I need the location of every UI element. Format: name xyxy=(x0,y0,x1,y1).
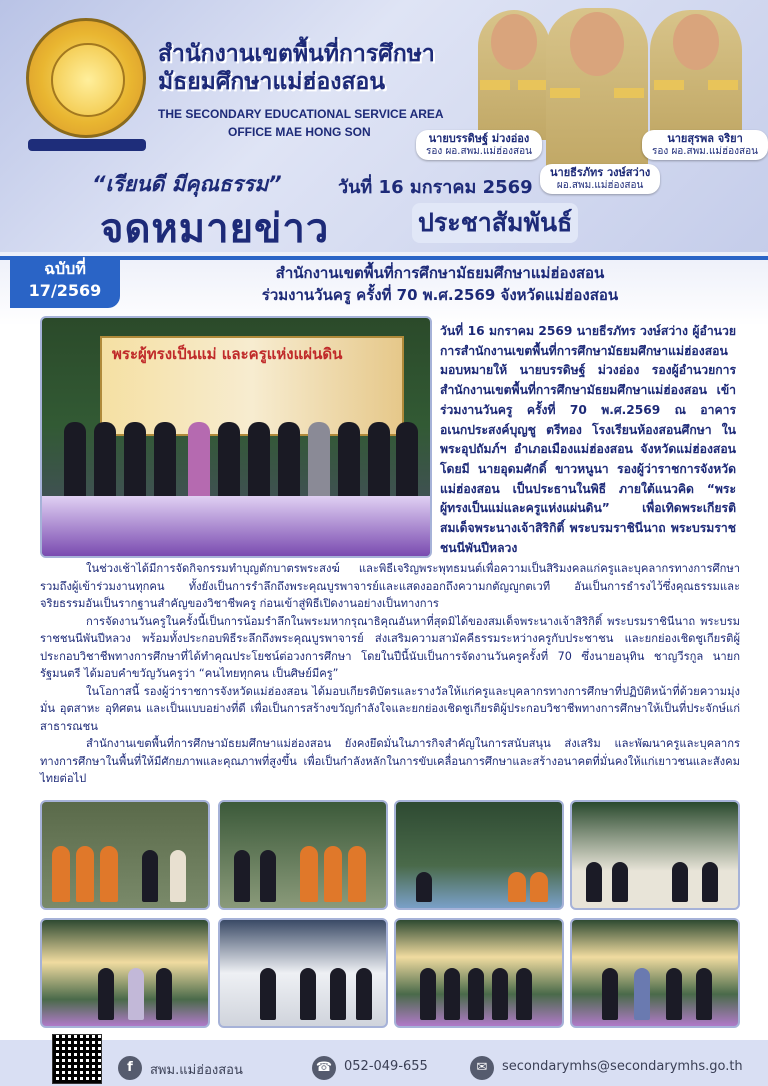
gallery-photo-award-1 xyxy=(40,918,210,1028)
motto: “เรียนดี มีคุณธรรม” xyxy=(92,172,282,196)
office-name-english-line1: THE SECONDARY EDUCATIONAL SERVICE AREA xyxy=(158,107,444,121)
portrait-center xyxy=(546,8,648,168)
office-name-thai-line1: สำนักงานเขตพื้นที่การศึกษา xyxy=(158,41,435,67)
person-tag-center xyxy=(540,164,660,194)
office-logo xyxy=(26,18,146,138)
lead-paragraph: วันที่ 16 มกราคม 2569 นายธีรภัทร วงษ์สว่าง ผู้อำนวยการสำนักงานเขตพื้นที่การศึกษามัธยมศึกษาแม่ฮ่องสอน มอบหมายให้ นายบรรดิษฐ์ ม่วงอ่อง รองผู้อำนวยการสำนักงานเขตพื้นที่การศึกษามัธยมศึกษาแม่ฮ่องสอน เข้าร่วมงานวันครู ครั้งที่ 70 พ.ศ.2569 ณ อาคารอเนกประสงค์บุญชู ตรีทอง โรงเรียนห้องสอนศึกษา ในพระอุปถัมภ์ฯ อำเภอเมืองแม่ฮ่องสอน จังหวัดแม่ฮ่องสอน โดยมี นายอุดมศักดิ์ ขาวหนูนา รองผู้ว่าราชการจังหวัดแม่ฮ่องสอน เป็นประธานในพิธี ภายใต้แนวคิด “พระผู้ทรงเป็นแม่และครูแห่งแผ่นดิน” เพื่อเทิดพระเกียรติสมเด็จพระนางเจ้าสิริกิติ์ พระบรมราชินีนาถ พระบรมราชชนนีพันปีหลวง xyxy=(440,324,736,555)
portrait-right xyxy=(650,10,742,138)
email-link[interactable]: secondarymhs@secondarymhs.go.th xyxy=(502,1059,743,1074)
main-event-photo xyxy=(40,316,432,558)
person-name: นายธีรภัทร วงษ์สว่าง xyxy=(550,166,651,179)
phone-icon: ☎ xyxy=(312,1056,336,1080)
facebook-link[interactable]: สพม.แม่ฮ่องสอน xyxy=(150,1063,243,1078)
phone-number[interactable]: 052-049-655 xyxy=(344,1059,428,1074)
email-icon: ✉ xyxy=(470,1056,494,1080)
person-role: รอง ผอ.สพม.แม่ฮ่องสอน xyxy=(426,146,532,157)
office-name-thai xyxy=(158,40,478,96)
issue-badge xyxy=(10,256,120,308)
office-name-english-line2: OFFICE MAE HONG SON xyxy=(228,125,371,139)
logo-ribbon xyxy=(28,139,146,151)
newsletter-title: จดหมายข่าว xyxy=(100,206,330,252)
headline xyxy=(140,262,740,306)
headline-line2: ร่วมงานวันครู ครั้งที่ 70 พ.ศ.2569 จังหวัดแม่ฮ่องสอน xyxy=(261,286,619,304)
gallery-photo-monks-line xyxy=(218,800,388,910)
person-name: นายบรรดิษฐ์ ม่วงอ่อง xyxy=(428,132,530,145)
header xyxy=(0,0,768,252)
issue-date: วันที่ 16 มกราคม 2569 xyxy=(338,177,533,198)
gallery-photo-group-1 xyxy=(394,918,564,1028)
issue-number: 17/2569 xyxy=(28,281,102,300)
stage-flowers xyxy=(42,496,430,556)
body-paragraph: การจัดงานวันครูในครั้งนี้เป็นการน้อมรำลึกในพระมหากรุณาธิคุณอันหาที่สุดมิได้ของสมเด็จพระนางเจ้าสิริกิติ์ พระบรมราชินีนาถ พระบรมราชชนนีพันปีหลวง พร้อมทั้งประกอบพิธีระลึกถึงพระคุณบูรพาจารย์ ส่งเสริมความสามัคคีธรรมระหว่างครูกับประชาชน และยกย่องเชิดชูเกียรติผู้ประกอบวิชาชีพทางการศึกษาที่ได้ทำคุณประโยชน์ต่อวงการศึกษา โดยในปีนี้นับเป็นการจัดงานวันครูครั้งที่ 70 ซึ่งนายอนุทิน ชาญวีรกูล นายกรัฐมนตรี ได้มอบคำขวัญวันครูว่า “คนไทยทุกคน เป็นศิษย์มีครู” xyxy=(40,614,740,680)
body-paragraph: ในโอกาสนี้ รองผู้ว่าราชการจังหวัดแม่ฮ่องสอน ได้มอบเกียรติบัตรและรางวัลให้แก่ครูและบุคลากรทางการศึกษาที่ปฏิบัติหน้าที่ด้วยความมุ่งมั่น อุตสาหะ อุทิศตน และเป็นแบบอย่างที่ดี เพื่อเป็นการสร้างขวัญกำลังใจและยกย่องเชิดชูเกียรติผู้ประกอบวิชาชีพทางการศึกษาให้เป็นที่ประจักษ์แก่สาธารณชน xyxy=(40,684,740,733)
facebook-icon: f xyxy=(118,1056,142,1080)
gallery-photo-ceremony-hall xyxy=(394,800,564,910)
office-name-english xyxy=(158,105,458,141)
office-name-thai-line2: มัธยมศึกษาแม่ฮ่องสอน xyxy=(158,69,386,95)
gallery-photo-group-2 xyxy=(570,918,740,1028)
person-tag-left xyxy=(416,130,542,160)
gallery-photo-monks-alms xyxy=(40,800,210,910)
body-paragraph: สำนักงานเขตพื้นที่การศึกษามัธยมศึกษาแม่ฮ่องสอน ยังคงยึดมั่นในภารกิจสำคัญในการสนับสนุน ส่งเสริม และพัฒนาครูและบุคลากรทางการศึกษาในพื้นที่ให้มีศักยภาพและคุณภาพที่สูงขึ้น เพื่อเป็นกำลังหลักในการขับเคลื่อนการศึกษาและสร้างอนาคตที่มั่นคงให้แก่เยาวชนและสังคมไทยต่อไป xyxy=(40,737,740,785)
person-name: นายสุรพล จริยา xyxy=(667,132,743,145)
body-paragraph: ในช่วงเช้าได้มีการจัดกิจกรรมทำบุญตักบาตรพระสงฆ์ และพิธีเจริญพระพุทธมนต์เพื่อความเป็นสิริมงคลแก่ครูและบุคลากรทางการศึกษา รวมถึงผู้เข้าร่วมงานทุกคน ทั้งยังเป็นการรำลึกถึงพระคุณบูรพาจารย์และแสดงออกถึงความกตัญญูกตเวที อันเป็นการธำรงไว้ซึ่งคุณธรรมและจริยธรรมอันเป็นรากฐานสำคัญของวิชาชีพครู ก่อนเข้าสู่พิธีเปิดงานอย่างเป็นทางการ xyxy=(40,562,740,610)
pr-title: ประชาสัมพันธ์ xyxy=(412,203,578,243)
person-role: รอง ผอ.สพม.แม่ฮ่องสอน xyxy=(652,146,758,157)
gallery-photo-award-2 xyxy=(218,918,388,1028)
article-body xyxy=(40,560,740,788)
person-role: ผอ.สพม.แม่ฮ่องสอน xyxy=(556,180,644,191)
gallery-photo-chanting xyxy=(570,800,740,910)
person-tag-right xyxy=(642,130,768,160)
issue-label: ฉบับที่ xyxy=(44,259,86,278)
portrait-left xyxy=(478,10,550,140)
qr-code[interactable] xyxy=(52,1034,102,1084)
stage-banner-text: พระผู้ทรงเป็นแม่ และครูแห่งแผ่นดิน xyxy=(112,345,343,363)
headline-line1: สำนักงานเขตพื้นที่การศึกษามัธยมศึกษาแม่ฮ่องสอน xyxy=(275,264,605,282)
